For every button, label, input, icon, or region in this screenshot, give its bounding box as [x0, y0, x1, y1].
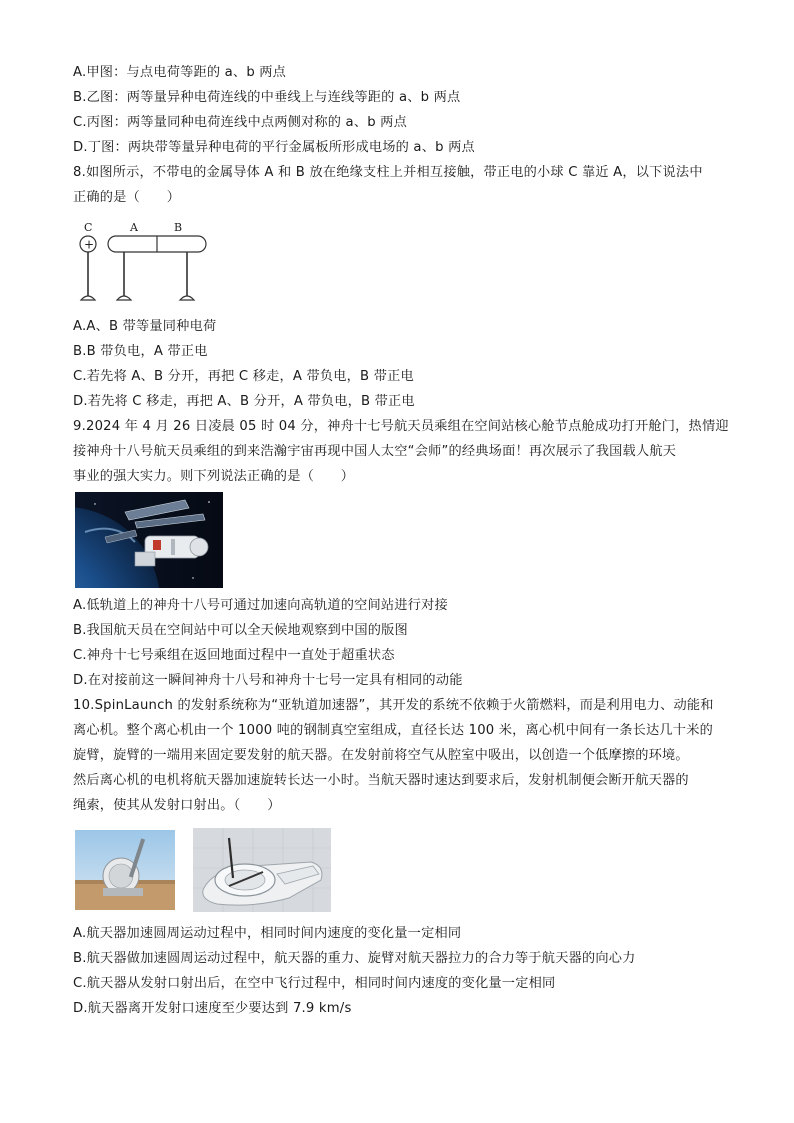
q8-option-b: B.B 带负电，A 带正电 — [73, 344, 208, 359]
q10-option-a: A.航天器加速圆周运动过程中，相同时间内速度的变化量一定相同 — [73, 926, 462, 941]
q10-option-d: D.航天器离开发射口速度至少要达到 7.9 km/s — [73, 1001, 352, 1016]
q9-option-d: D.在对接前这一瞬间神舟十八号和神舟十七号一定具有相同的动能 — [73, 673, 463, 688]
q9-stem-line1: 9.2024 年 4 月 26 日凌晨 05 时 04 分，神舟十七号航天员乘组在空间站核心舱节点舱成功打开舱门，热情迎 — [73, 419, 729, 434]
q7-option-b: B.乙图：两等量异种电荷连线的中垂线上与连线等距的 a、b 两点 — [73, 90, 461, 105]
base-a — [117, 296, 131, 300]
q10-stem-line5: 绳索，使其从发射口射出。（ ） — [73, 798, 281, 813]
q9-option-c: C.神舟十七号乘组在返回地面过程中一直处于超重状态 — [73, 648, 395, 663]
spinlaunch-diagram — [193, 828, 331, 912]
q9-option-b: B.我国航天员在空间站中可以全天候地观察到中国的版图 — [73, 623, 408, 638]
q8-option-a: A.A、B 带等量同种电荷 — [73, 319, 217, 334]
q8-stem-line1: 8.如图所示，不带电的金属导体 A 和 B 放在绝缘支柱上并相互接触，带正电的小球 C 靠近 A，以下说法中 — [73, 165, 703, 180]
q7-option-c: C.丙图：两等量同种电荷连线中点两侧对称的 a、b 两点 — [73, 115, 407, 130]
q10-option-c: C.航天器从发射口射出后，在空中飞行过程中，相同时间内速度的变化量一定相同 — [73, 976, 556, 991]
q10-stem-line1: 10.SpinLaunch 的发射系统称为“亚轨道加速器”，其开发的系统不依赖于火箭燃料，而是利用电力、动能和 — [73, 698, 714, 713]
q8-conductor-figure — [72, 218, 222, 306]
base-c — [81, 296, 95, 300]
label-a: A — [130, 221, 138, 234]
label-b: B — [174, 221, 183, 234]
q9-stem-line3: 事业的强大实力。则下列说法正确的是（ ） — [73, 469, 355, 484]
q9-option-a: A.低轨道上的神舟十八号可通过加速向高轨道的空间站进行对接 — [73, 598, 448, 613]
space-station-photo — [75, 492, 223, 588]
label-c: C — [84, 221, 93, 234]
q10-stem-line2: 离心机。整个离心机由一个 1000 吨的钢制真空室组成，直径长达 100 米，离心机中间有一条长达几十米的 — [73, 723, 713, 738]
q7-option-a: A.甲图：与点电荷等距的 a、b 两点 — [73, 65, 287, 80]
spinlaunch-photo — [75, 830, 175, 910]
plus-sign: + — [84, 237, 95, 252]
q7-option-d: D.丁图：两块带等量异种电荷的平行金属板所形成电场的 a、b 两点 — [73, 140, 475, 155]
q8-option-c: C.若先将 A、B 分开，再把 C 移走，A 带负电，B 带正电 — [73, 369, 414, 384]
q10-stem-line3: 旋臂，旋臂的一端用来固定要发射的航天器。在发射前将空气从腔室中吸出，以创造一个低摩擦的环境。 — [73, 748, 689, 763]
q10-stem-line4: 然后离心机的电机将航天器加速旋转长达一小时。当航天器时速达到要求后，发射机制便会断开航天器的 — [73, 773, 689, 788]
q8-stem-line2: 正确的是（ ） — [73, 190, 181, 205]
q8-option-d: D.若先将 C 移走，再把 A、B 分开，A 带负电，B 带正电 — [73, 394, 415, 409]
base-b — [180, 296, 194, 300]
q9-stem-line2: 接神舟十八号航天员乘组的到来浩瀚宇宙再现中国人太空“会师”的经典场面！再次展示了我国载人航天 — [73, 444, 677, 459]
q10-option-b: B.航天器做加速圆周运动过程中，航天器的重力、旋臂对航天器拉力的合力等于航天器的向心力 — [73, 951, 636, 966]
